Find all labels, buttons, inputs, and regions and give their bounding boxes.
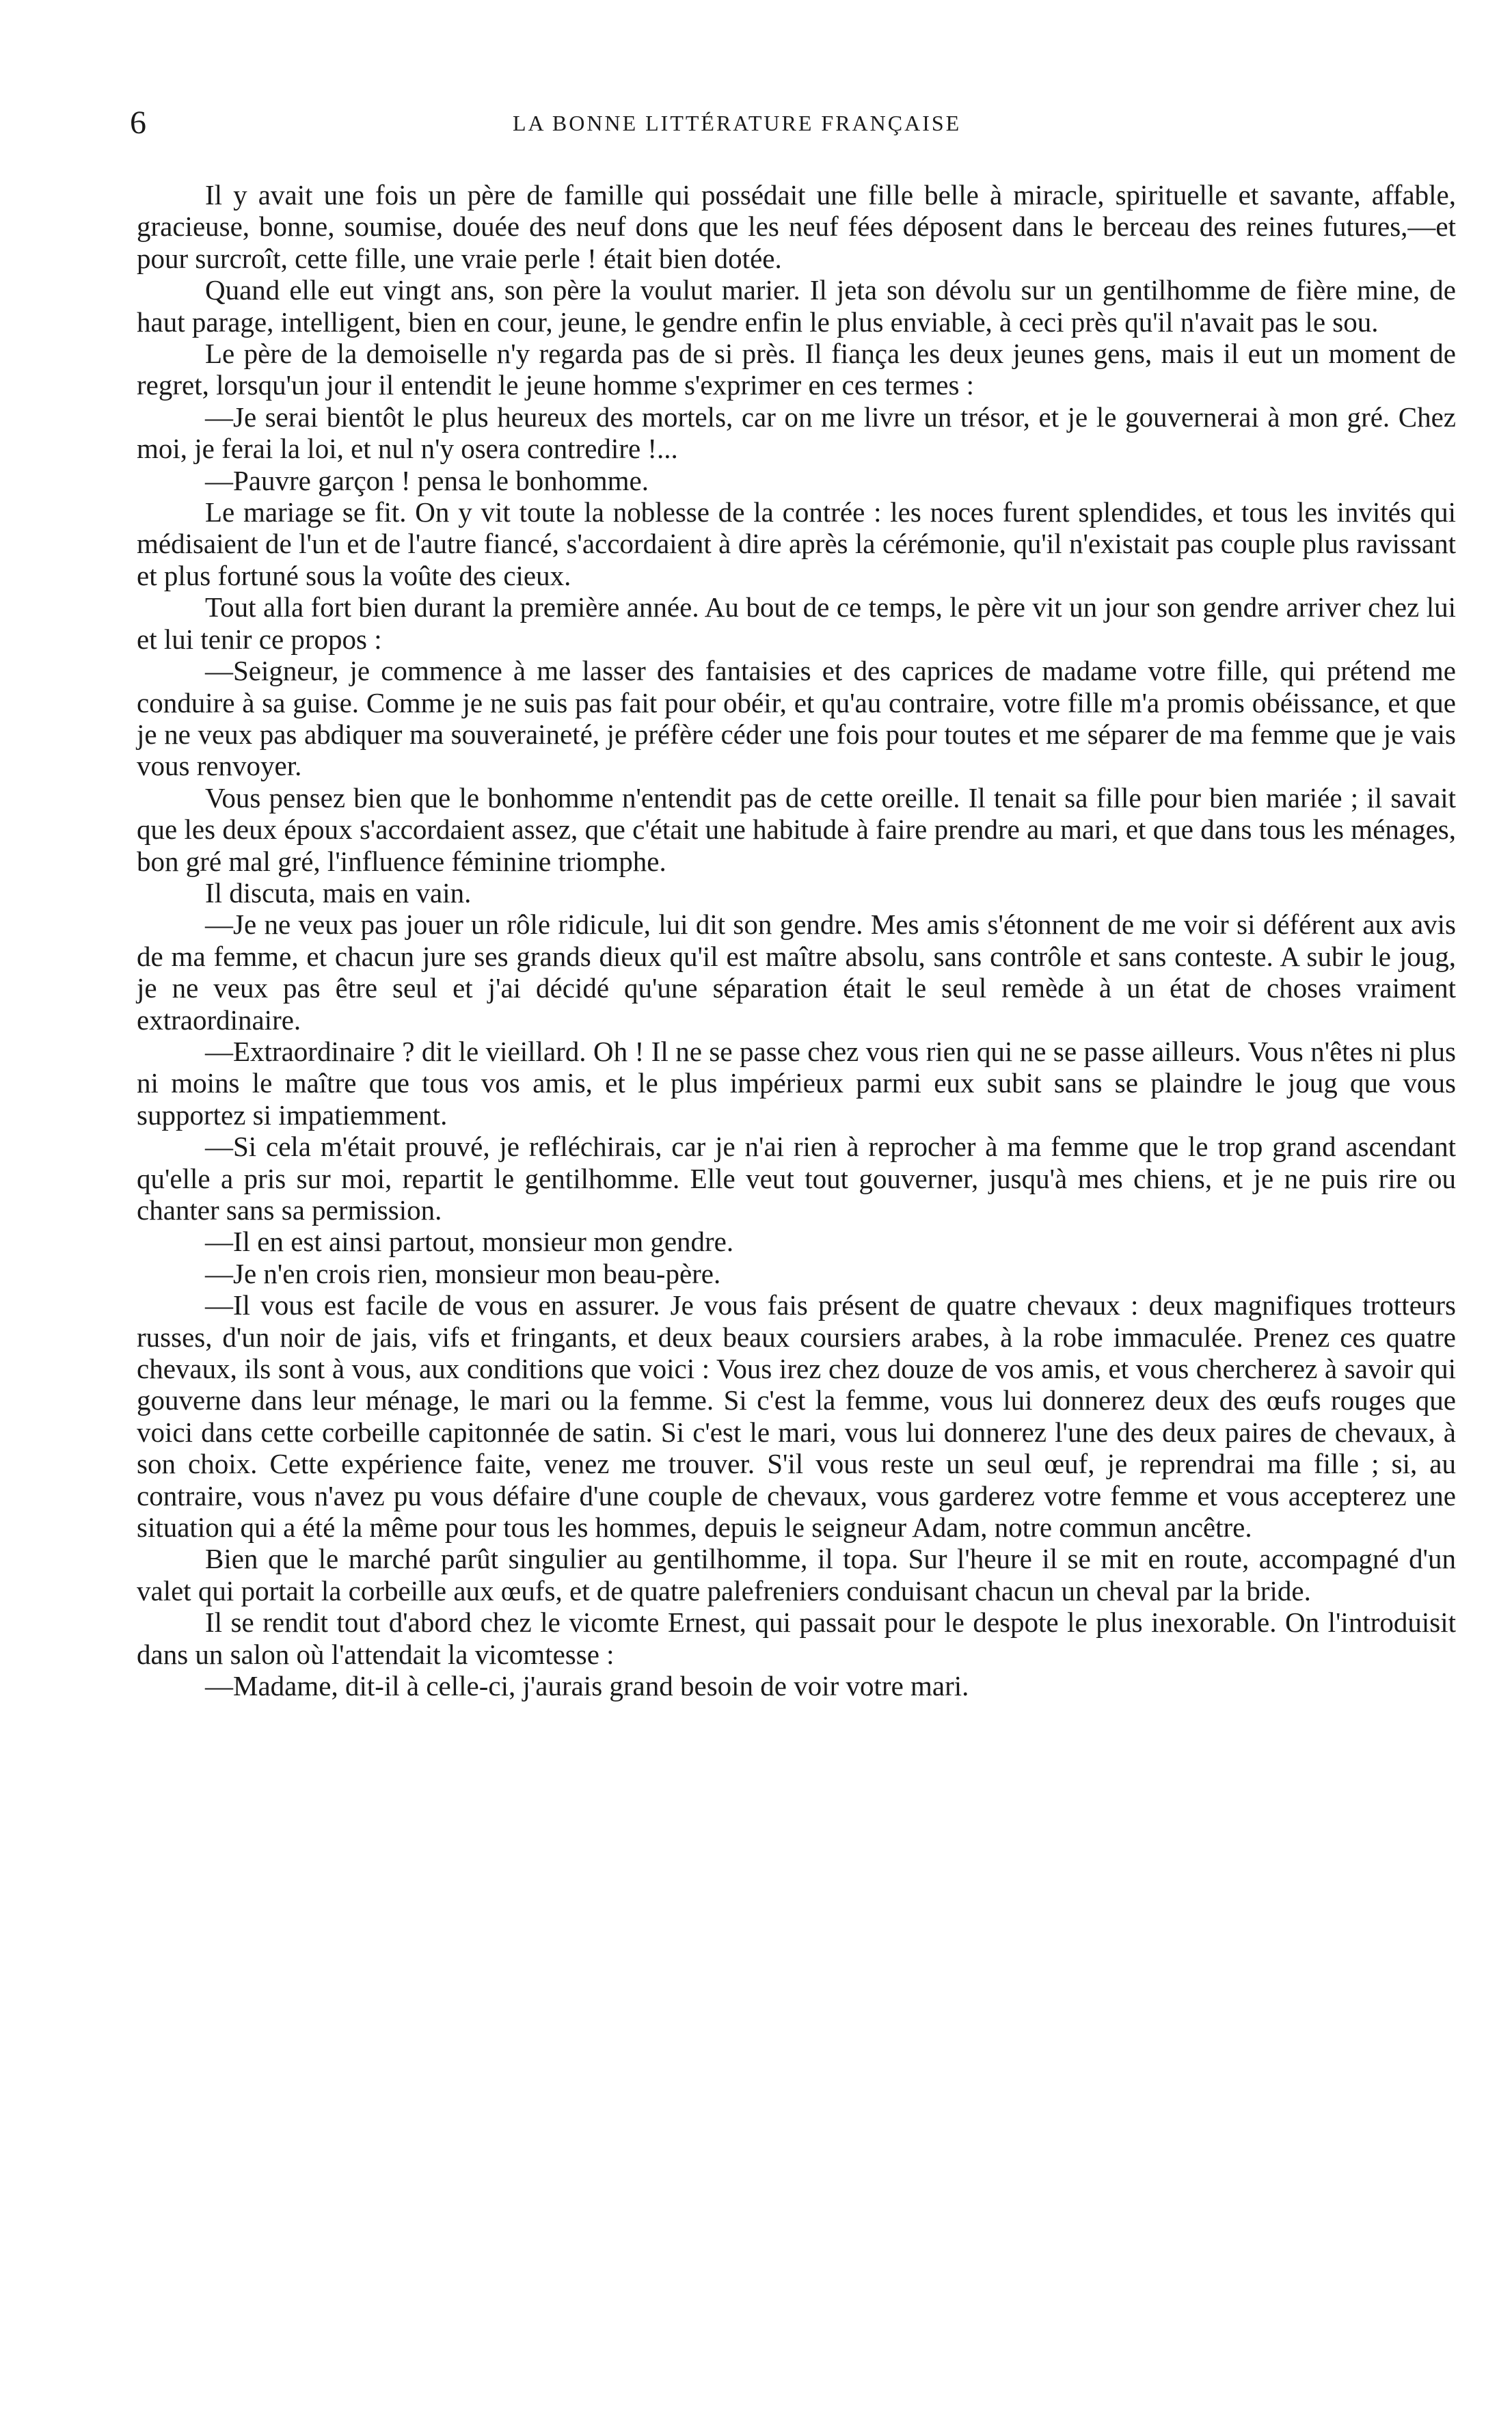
paragraph: Tout alla fort bien durant la première année. Au bout de ce temps, le père vit un jour son gendre arriver chez lui et lui tenir ce propos : [137, 591, 1456, 655]
dialogue-paragraph: —Si cela m'était prouvé, je refléchirais, car je n'ai rien à reprocher à ma femme que le trop grand ascendant qu'elle a pris sur moi, repartit le gentilhomme. Elle veut tout gouverner, jusqu'à mes chiens, et je ne puis rire ou chanter sans sa permission. [137, 1131, 1456, 1226]
dialogue-paragraph: —Je n'en crois rien, monsieur mon beau-père. [205, 1257, 721, 1289]
running-title: LA BONNE LITTÉRATURE FRANÇAISE [513, 111, 962, 135]
dialogue-paragraph: —Je serai bientôt le plus heureux des mortels, car on me livre un trésor, et je le gouvernerai à mon gré. Chez moi, je ferai la loi, et nul n'y osera contredire !... [137, 401, 1456, 465]
dialogue-paragraph: —Il vous est facile de vous en assurer. Je vous fais présent de quatre chevaux : deux magnifiques trotteurs russes, d'un noir de jais, vifs et fringants, et deux beaux coursiers arabes, à la robe immaculée. Prenez ces quatre chevaux, ils sont à vous, aux conditions que voici : Vous irez chez douze de vos amis, et vous chercherez à savoir qui gouverne dans leur ménage, le mari ou la femme. Si c'est la femme, vous lui donnerez deux des œufs rouges que voici dans cette corbeille capitonnée de satin. Si c'est le mari, vous lui donnerez l'une des deux paires de chevaux, à son choix. Cette expérience faite, venez me trouver. S'il vous reste un seul œuf, je reprendrai ma fille ; si, au contraire, vous n'avez pu vous défaire d'une couple de chevaux, vous garderez votre femme et vous accepterez une situation qui a été la même pour tous les hommes, depuis le seigneur Adam, notre commun ancêtre. [137, 1289, 1456, 1544]
paragraph: Le mariage se fit. On y vit toute la noblesse de la contrée : les noces furent splendides, et tous les invités qui médisaient de l'un et de l'autre fiancé, s'accordaient à dire après la cérémonie, qu'il n'existait pas couple plus ravissant et plus fortuné sous la voûte des cieux. [137, 496, 1456, 591]
dialogue-paragraph: —Madame, dit-il à celle-ci, j'aurais grand besoin de voir votre mari. [205, 1670, 969, 1702]
paragraph: Il se rendit tout d'abord chez le vicomte Ernest, qui passait pour le despote le plus inexorable. On l'introduisit dans un salon où l'attendait la vicomtesse : [137, 1606, 1456, 1670]
page-header [130, 103, 1497, 144]
paragraph: Il discuta, mais en vain. [205, 876, 472, 909]
page-number: 6 [130, 105, 146, 141]
paragraph: Bien que le marché parût singulier au gentilhomme, il topa. Sur l'heure il se mit en route, accompagné d'un valet qui portait la corbeille aux œufs, et de quatre palefreniers conduisant chacun un cheval par la bride. [137, 1543, 1456, 1606]
dialogue-paragraph: —Seigneur, je commence à me lasser des fantaisies et des caprices de madame votre fille, qui prétend me conduire à sa guise. Comme je ne suis pas fait pour obéir, et qu'au contraire, votre fille m'a promis obéissance, et que je ne veux pas abdiquer ma souveraineté, je préfère céder une fois pour toutes et me séparer de ma femme que je vais vous renvoyer. [137, 655, 1456, 782]
paragraph: Quand elle eut vingt ans, son père la voulut marier. Il jeta son dévolu sur un gentilhomme de fière mine, de haut parage, intelligent, bien en cour, jeune, le gendre enfin le plus enviable, à ceci près qu'il n'avait pas le sou. [137, 274, 1456, 338]
paragraph: Vous pensez bien que le bonhomme n'entendit pas de cette oreille. Il tenait sa fille pour bien mariée ; il savait que les deux époux s'accordaient assez, que c'était une habitude à faire prendre au mari, et que dans tous les ménages, bon gré mal gré, l'influence féminine triomphe. [137, 781, 1456, 877]
dialogue-paragraph: —Il en est ainsi partout, monsieur mon gendre. [205, 1226, 734, 1258]
dialogue-paragraph: —Pauvre garçon ! pensa le bonhomme. [205, 464, 649, 496]
dialogue-paragraph: —Extraordinaire ? dit le vieillard. Oh ! Il ne se passe chez vous rien qui ne se passe ailleurs. Vous n'êtes ni plus ni moins le maître que tous vos amis, et le plus impérieux parmi eux subit sans se plaindre le joug que vous supportez si impatiemment. [137, 1035, 1456, 1131]
dialogue-paragraph: —Je ne veux pas jouer un rôle ridicule, lui dit son gendre. Mes amis s'étonnent de me voir si déférent aux avis de ma femme, et chacun jure ses grands dieux qu'il est maître absolu, sans contrôle et sans conteste. A subir le joug, je ne veux pas être seul et j'ai décidé qu'une séparation était le seul remède à un état de choses vraiment extraordinaire. [137, 909, 1456, 1036]
paragraph: Il y avait une fois un père de famille qui possédait une fille belle à miracle, spirituelle et savante, affable, gracieuse, bonne, soumise, douée des neuf dons que les neuf fées déposent dans le berceau des reines futures,—et pour surcroît, cette fille, une vraie perle ! était bien dotée. [137, 179, 1456, 274]
paragraph: Le père de la demoiselle n'y regarda pas de si près. Il fiança les deux jeunes gens, mais il eut un moment de regret, lorsqu'un jour il entendit le jeune homme s'exprimer en ces termes : [137, 338, 1456, 401]
body-text [137, 179, 1456, 1702]
